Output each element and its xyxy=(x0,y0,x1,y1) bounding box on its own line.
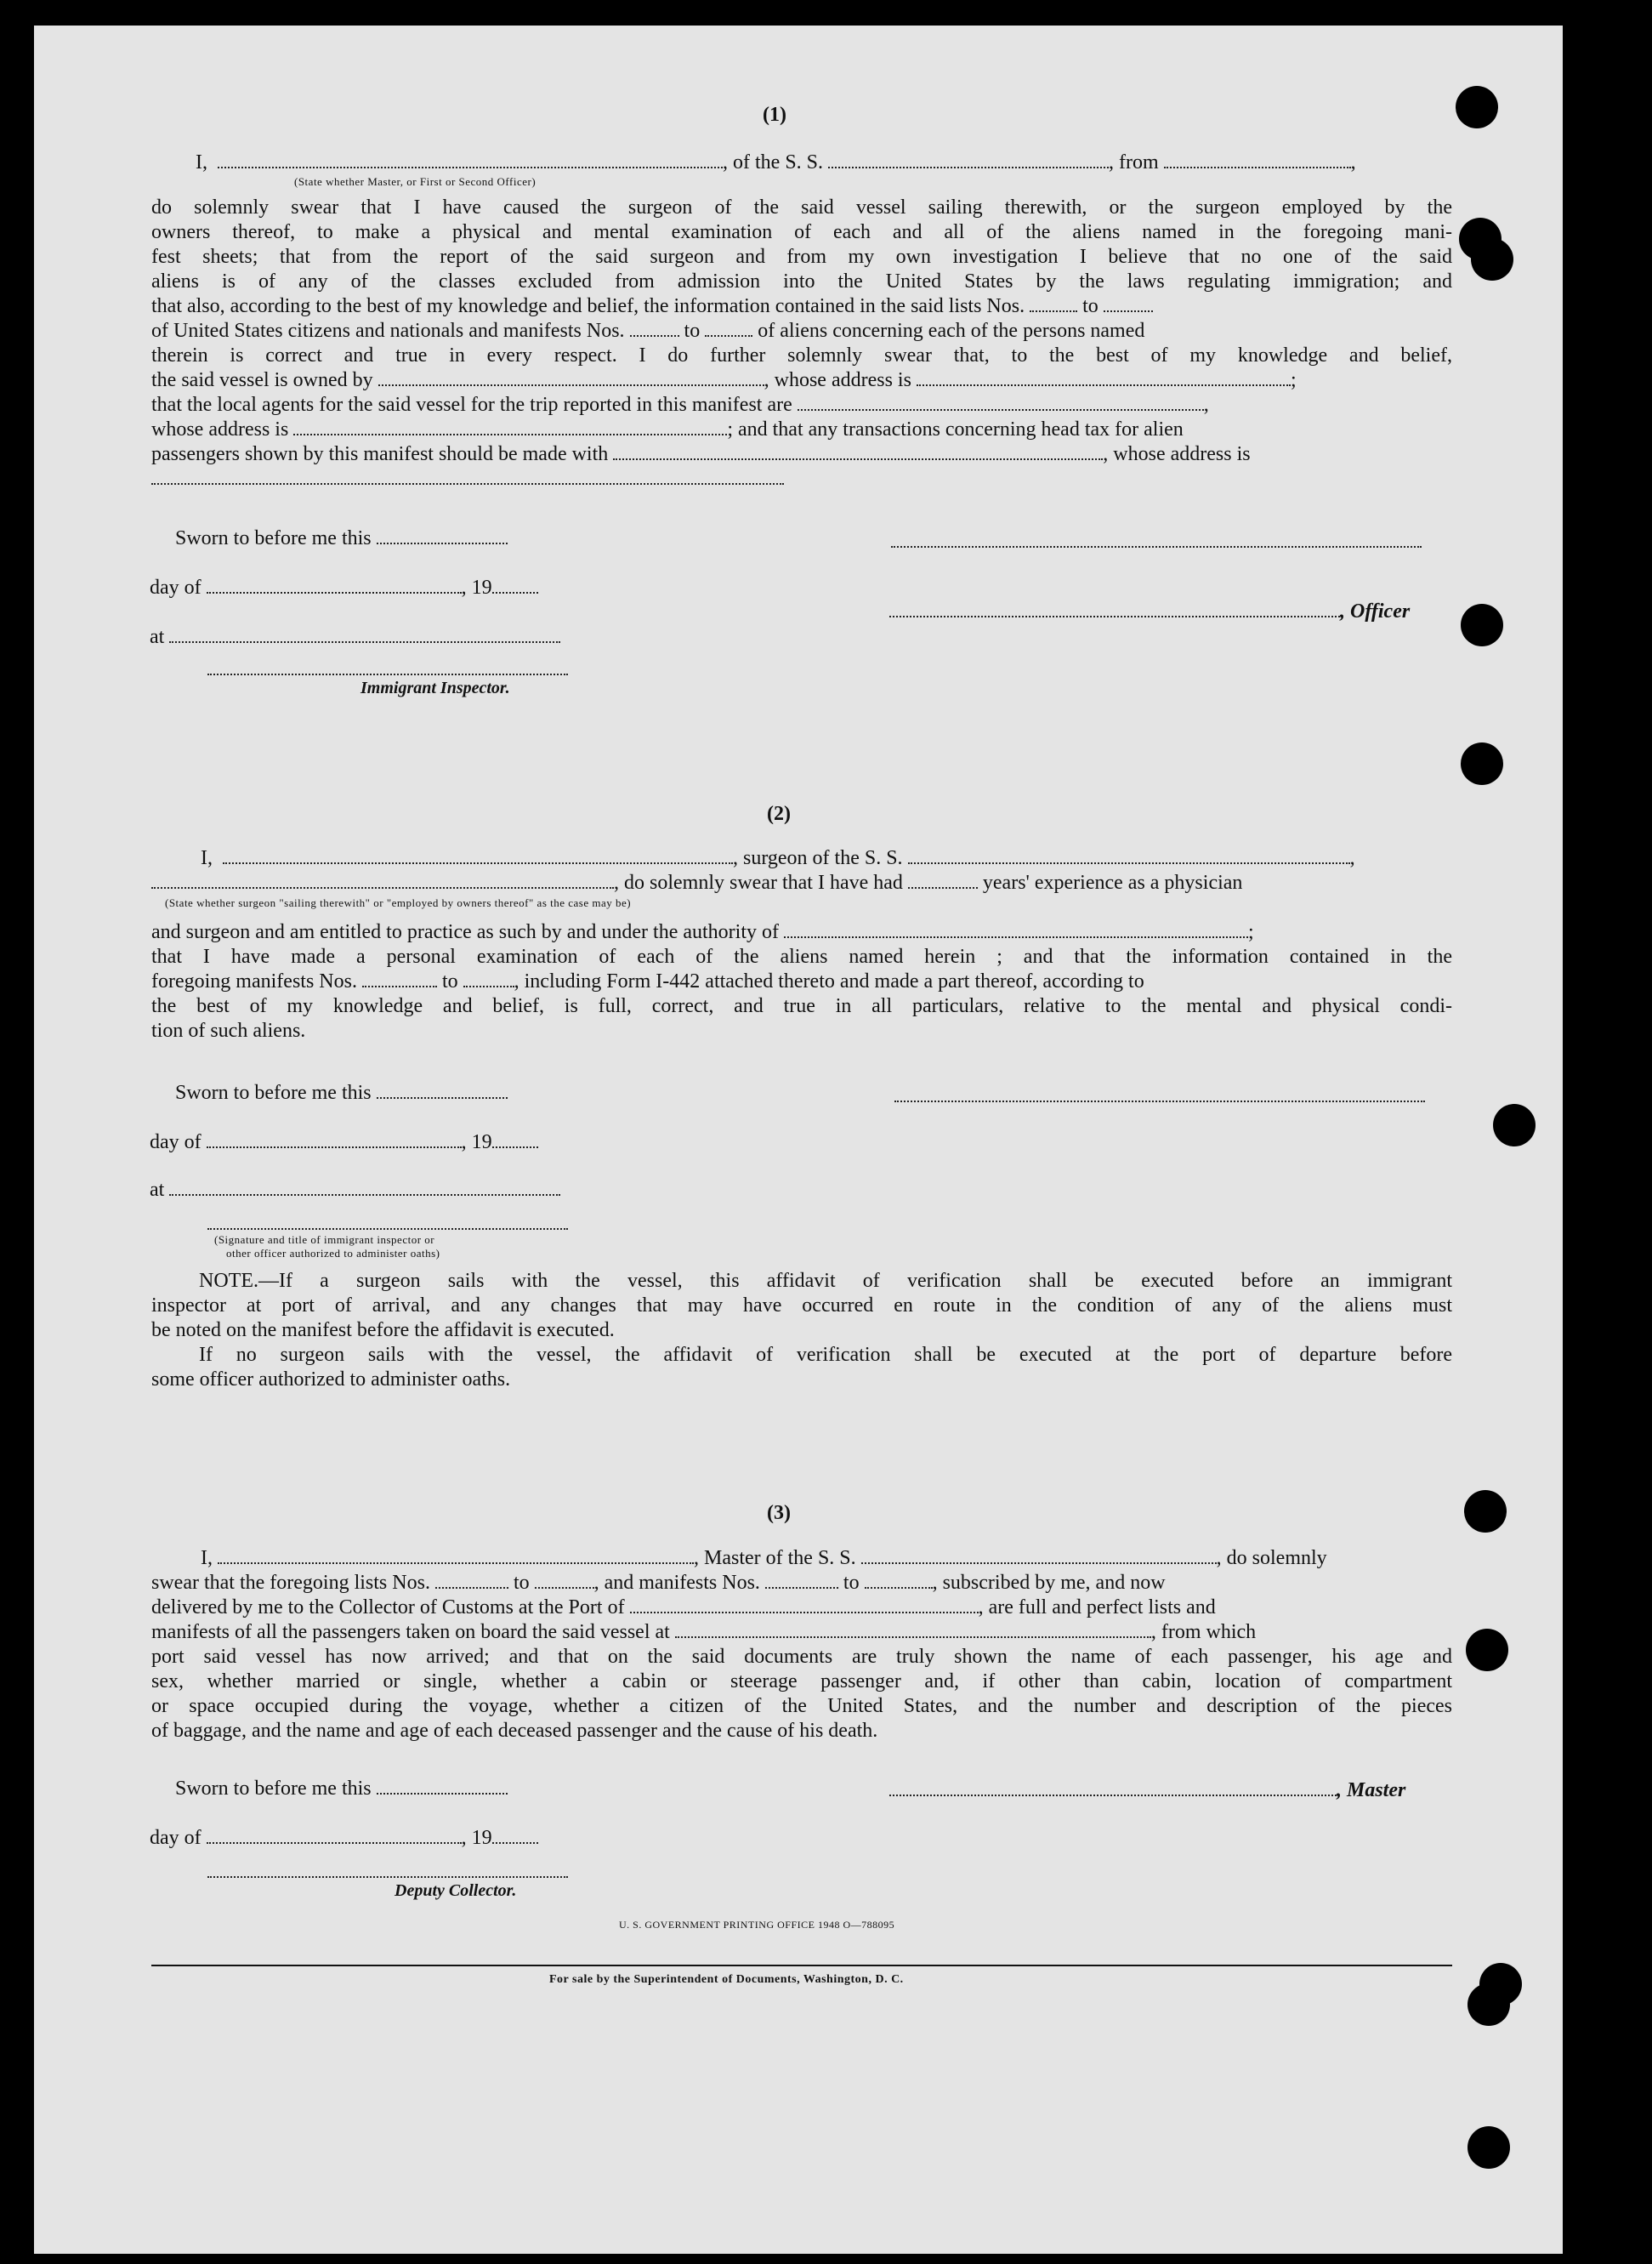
owner-address-field[interactable] xyxy=(917,369,1291,386)
manifests-from-field[interactable] xyxy=(630,320,679,337)
punch-hole-icon xyxy=(1464,1490,1507,1533)
sworn-line-1: Sworn to before me this xyxy=(175,527,508,550)
officer-rank-caption: (State whether Master, or First or Second Officer) xyxy=(294,175,536,188)
day-of-line-2: day of , 19 xyxy=(150,1131,538,1154)
surgeon-status-caption: (State whether surgeon "sailing therewith" or "employed by owners thereof" as the case may be) xyxy=(165,896,632,909)
sale-notice: For sale by the Superintendent of Documents, Washington, D. C. xyxy=(549,1973,904,1986)
local-agents-field[interactable] xyxy=(798,394,1204,411)
at-line-2: at xyxy=(150,1179,560,1202)
day-of-line-1: day of , 19 xyxy=(150,577,538,600)
owner-field[interactable] xyxy=(378,369,764,386)
practice-authority-field[interactable] xyxy=(784,921,1248,938)
punch-hole-icon xyxy=(1456,86,1498,128)
master-manifests-from-field[interactable] xyxy=(765,1572,838,1589)
master-name-field[interactable] xyxy=(218,1547,694,1564)
punch-hole-icon xyxy=(1466,1629,1508,1671)
surgeon-status-field[interactable] xyxy=(151,872,614,889)
surgeon-manifests-to-field[interactable] xyxy=(463,970,514,987)
day-of-month-field-2[interactable] xyxy=(207,1131,462,1148)
gpo-imprint: U. S. GOVERNMENT PRINTING OFFICE 1948 O—788095 xyxy=(619,1919,895,1931)
year-field-2[interactable] xyxy=(492,1131,538,1148)
punch-hole-icon xyxy=(1467,2126,1510,2169)
years-experience-field[interactable] xyxy=(908,872,978,889)
section-2-heading: (2) xyxy=(767,803,791,825)
surgeon-signature-field[interactable] xyxy=(894,1101,1425,1102)
officer-signature-field[interactable] xyxy=(891,546,1422,548)
surgeon-manifests-from-field[interactable] xyxy=(362,970,437,987)
place-field-2[interactable] xyxy=(169,1179,560,1196)
inspector-caption: Immigrant Inspector. xyxy=(360,679,510,697)
deputy-collector-caption: Deputy Collector. xyxy=(395,1881,517,1900)
sworn-date-field-3[interactable] xyxy=(377,1778,508,1795)
lists-to-field[interactable] xyxy=(1104,295,1153,312)
master-lists-from-field[interactable] xyxy=(435,1572,508,1589)
punch-hole-icon xyxy=(1461,604,1503,646)
sworn-date-field-2[interactable] xyxy=(377,1082,508,1099)
punch-hole-icon xyxy=(1467,1983,1510,2026)
surgeon-vessel-field[interactable] xyxy=(908,847,1350,864)
oath-officer-caption-1: (Signature and title of immigrant inspector or xyxy=(214,1233,435,1246)
at-line-1: at xyxy=(150,626,560,649)
section-2-first-line: I, , surgeon of the S. S. , xyxy=(201,847,1355,869)
from-port-field[interactable] xyxy=(1164,151,1351,168)
section-2-body: and surgeon and am entitled to practice as such by and under the authority of ; that I have made a personal examination of each of the aliens named herein ; and that the information contained in the foregoing manifests Nos. to , including Form I-442 attached thereto and made a part thereof, according to the best of my knowledge and belief, is full, correct, and true in all particulars, relative to the mental and physical condi- tion of such aliens. xyxy=(151,921,1452,1042)
sworn-line-2: Sworn to before me this xyxy=(175,1082,508,1105)
officer-name-field[interactable] xyxy=(889,600,1340,617)
master-signature-field[interactable] xyxy=(889,1779,1337,1796)
surgeon-name-field[interactable] xyxy=(223,847,733,864)
day-of-line-3: day of , 19 xyxy=(150,1827,538,1850)
head-tax-agent-field[interactable] xyxy=(613,443,1103,460)
head-tax-address-field[interactable] xyxy=(151,483,784,485)
section-3-heading: (3) xyxy=(767,1502,791,1524)
master-vessel-field[interactable] xyxy=(861,1547,1217,1564)
section-2-second-line: , do solemnly swear that I have had years' experience as a physician xyxy=(151,872,1242,895)
deputy-collector-signature-field[interactable] xyxy=(207,1876,568,1878)
section-1-first-line: I, , of the S. S. , from , xyxy=(196,151,1356,173)
day-of-month-field[interactable] xyxy=(207,577,462,594)
master-signature-line: , Master xyxy=(889,1779,1405,1802)
agents-address-field[interactable] xyxy=(293,418,727,435)
officer-rank-field[interactable] xyxy=(218,151,723,168)
section-2-note: NOTE.—If a surgeon sails with the vessel, this affidavit of verification shall be executed before an immigrant inspector at port of arrival, and any changes that may have occurred en route in the condition of any of the aliens must be noted on the manifest before the affidavit is executed. If no surgeon sails with the vessel, the affidavit of verification shall be executed at the port of departure before some officer authorized to administer oaths. xyxy=(151,1270,1452,1391)
punch-hole-icon xyxy=(1493,1104,1536,1146)
section-1-body: do solemnly swear that I have caused the surgeon of the said vessel sailing therewith, or the surgeon employed by the owners thereof, to make a physical and mental examination of each and all of the aliens named in the foregoing mani- fest sheets; that from the report of the said surgeon and from my own investigation I believe that no one of the said aliens is of any of the classes excluded from admission into the United States by the laws regulating immigration; and that also, according to the best of my knowledge and belief, the information contained in the said lists Nos. to of United States citizens and nationals and manifests Nos. to of aliens concerning each of the persons named therein is correct and true in every respect. I do further solemnly swear that, to the best of my knowledge and belief, the said vessel is owned by , whose address is ; that the local agents for the said vessel for the trip reported in this manifest are , whose address is ; and that any transactions concerning head tax for alien passengers shown by this manifest should be made with , whose address is xyxy=(151,196,1452,465)
manifests-to-field[interactable] xyxy=(705,320,752,337)
oath-officer-signature-field[interactable] xyxy=(207,1228,568,1230)
lists-from-field[interactable] xyxy=(1030,295,1077,312)
punch-hole-icon xyxy=(1471,238,1513,281)
customs-port-field[interactable] xyxy=(630,1596,979,1613)
inspector-signature-field[interactable] xyxy=(207,674,568,675)
sworn-date-field[interactable] xyxy=(377,527,508,544)
master-manifests-to-field[interactable] xyxy=(865,1572,933,1589)
section-1-heading: (1) xyxy=(763,104,786,126)
punch-hole-icon xyxy=(1461,742,1503,785)
master-lists-to-field[interactable] xyxy=(535,1572,594,1589)
sworn-line-3: Sworn to before me this xyxy=(175,1778,508,1800)
year-field-3[interactable] xyxy=(492,1827,538,1844)
vessel-name-field[interactable] xyxy=(828,151,1109,168)
day-of-month-field-3[interactable] xyxy=(207,1827,462,1844)
footer-rule xyxy=(151,1965,1452,1966)
section-3-body: I, , Master of the S. S. , do solemnly swear that the foregoing lists Nos. to , and manifests Nos. to , subscribed by me, and now delivered by me to the Collector of Customs at the Port of , are full and perfect lists and manifests of all the passengers taken on board the said vessel at , from which port said vessel has now arrived; and that on the said documents are truly shown the name of each passenger, his age and sex, whether married or single, whether a cabin or steerage passenger and, if other than cabin, location of compartment or space occupied during the voyage, whether a citizen of the United States, and the number and description of the pieces of baggage, and the name and age of each deceased passenger and the cause of his death. xyxy=(151,1547,1452,1742)
place-field[interactable] xyxy=(169,626,560,643)
officer-title-line: , Officer xyxy=(889,600,1410,623)
form-page xyxy=(34,26,1563,2254)
year-field[interactable] xyxy=(492,577,538,594)
boarding-port-field[interactable] xyxy=(675,1621,1151,1638)
oath-officer-caption-2: other officer authorized to administer oaths) xyxy=(226,1247,440,1260)
